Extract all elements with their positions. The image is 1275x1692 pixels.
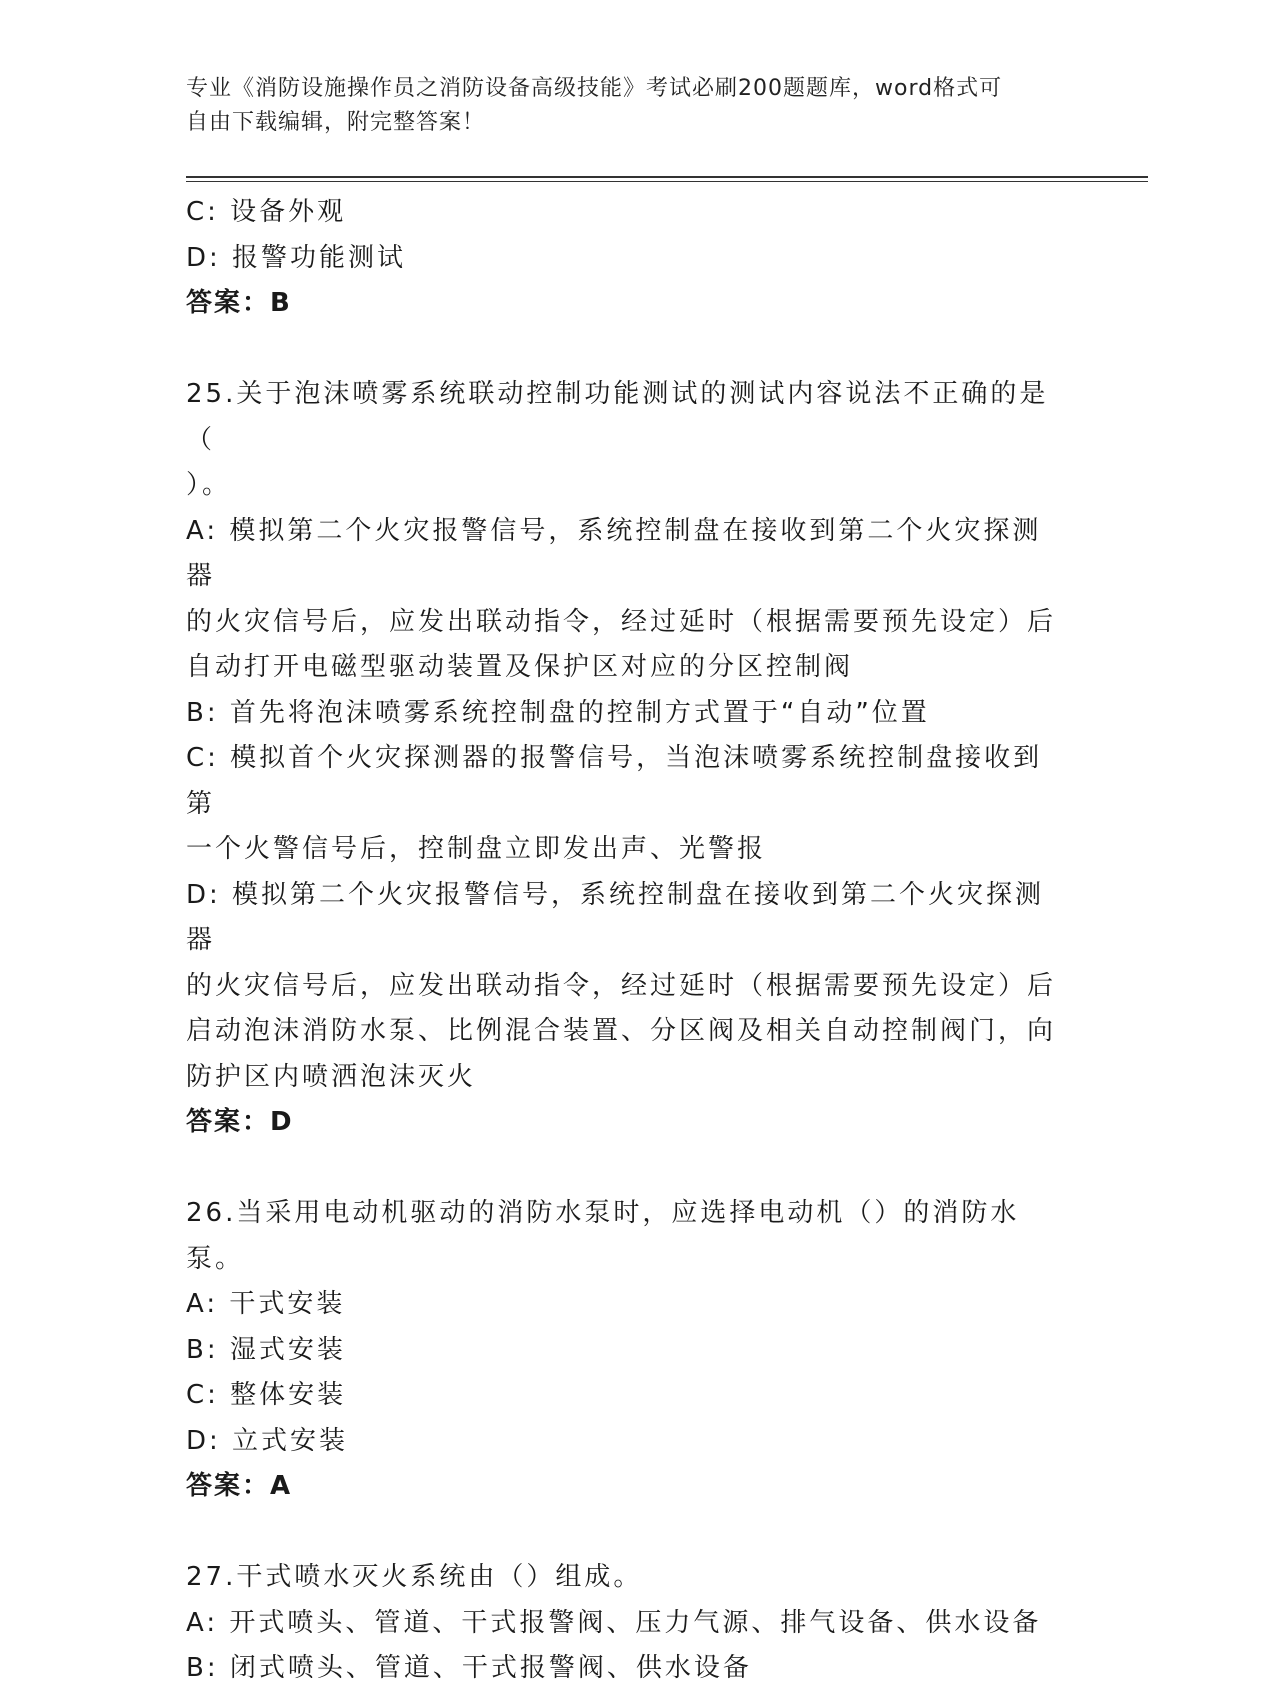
option-b: B: 湿式安装 [186,1334,346,1365]
option-a: A: 干式安装 [186,1289,346,1319]
answer: 答案：B [186,288,292,318]
question-stem: 27.干式喷水灭火系统由（）组成。 [186,1562,643,1592]
option-c: 一个火警信号后，控制盘立即发出声、光警报 [186,834,767,864]
option-a: 自动打开电磁型驱动装置及保护区对应的分区控制阀 [186,652,854,682]
option-d: 防护区内喷洒泡沫灭火 [186,1061,477,1092]
spacer [186,327,1066,373]
option-b: B: 首先将泡沫喷雾系统控制盘的控制方式置于“自动”位置 [186,697,930,728]
option-a: A: 开式喷头、管道、干式报警阀、压力气源、排气设备、供水设备 [186,1607,1042,1638]
question-27 [186,1555,1066,1692]
header-line-1: 专业《消防设施操作员之消防设备高级技能》考试必刷200题题库，word格式可 [186,76,1003,101]
answer: 答案：D [186,1107,294,1137]
spacer [186,1146,1066,1192]
option-c: C: 设备外观 [186,197,347,227]
option-d: D: 报警功能测试 [186,242,407,273]
header-line-2: 自由下载编辑，附完整答案！ [186,110,486,135]
option-d: D: 模拟第二个火灾报警信号，系统控制盘在接收到第二个火灾探测器 [186,879,1045,955]
document-body [186,190,1066,1692]
option-d: 启动泡沫消防水泵、比例混合装置、分区阀及相关自动控制阀门，向 [186,1016,1057,1046]
question-24-tail [186,190,1066,327]
option-b: B: 闭式喷头、管道、干式报警阀、供水设备 [186,1653,752,1683]
header-rule [186,176,1148,182]
question-25 [186,372,1066,1146]
question-stem: 26.当采用电动机驱动的消防水泵时，应选择电动机（）的消防水泵。 [186,1198,1020,1274]
answer: 答案：A [186,1471,293,1501]
page-header [186,72,1066,140]
question-stem: 25.关于泡沫喷雾系统联动控制功能测试的测试内容说法不正确的是（ [186,379,1049,455]
option-d: 的火灾信号后，应发出联动指令，经过延时（根据需要预先设定）后 [186,970,1057,1001]
option-a: A: 模拟第二个火灾报警信号，系统控制盘在接收到第二个火灾探测器 [186,515,1042,591]
option-c: C: 模拟首个火灾探测器的报警信号，当泡沫喷雾系统控制盘接收到第 [186,743,1043,819]
option-d: D: 立式安装 [186,1425,349,1456]
option-a: 的火灾信号后，应发出联动指令，经过延时（根据需要预先设定）后 [186,606,1057,637]
question-stem: ）。 [186,470,232,500]
option-c: C: 整体安装 [186,1380,347,1410]
spacer [186,1510,1066,1556]
question-26 [186,1191,1066,1510]
